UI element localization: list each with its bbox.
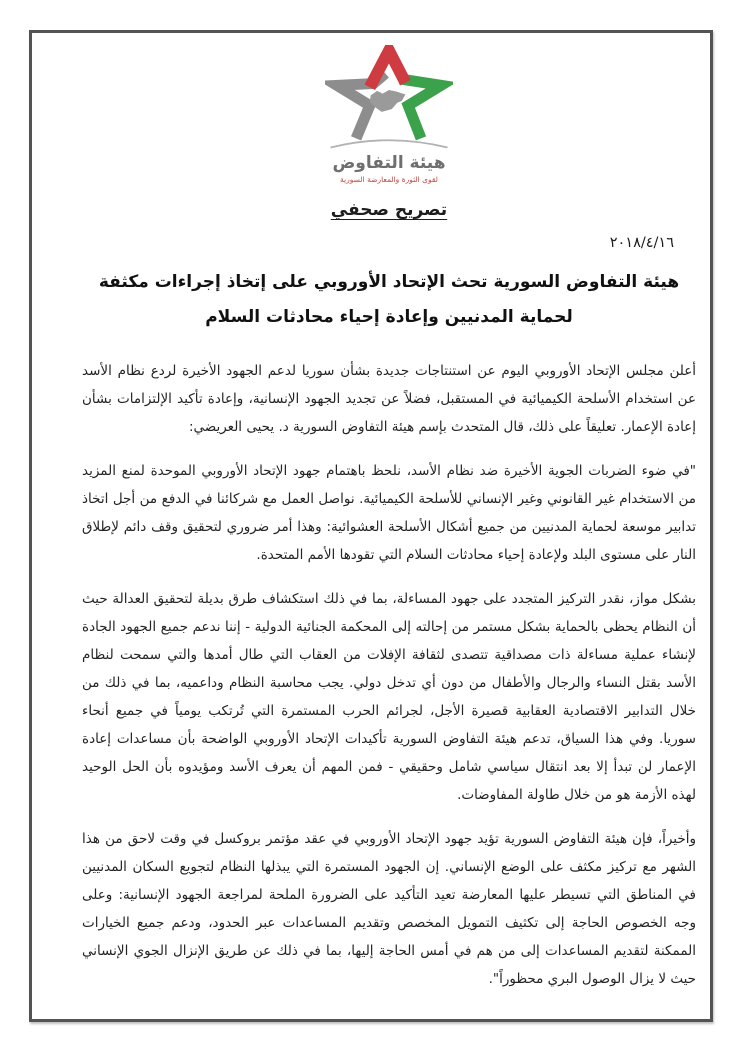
paragraph: بشكل مواز، نقدر التركيز المتجدد على جهود المساءلة، بما في ذلك استكشاف طرق بديلة لتحقيق العدالة حيث أن النظام يحظى بالحماية بشكل مستمر من إحالته إلى المحكمة الجنائية الدولية - إننا ندعم جميع الجهود الجادة لإنشاء عملية مساءلة ذات مصداقية تتصدى لثقافة الإفلات من العقاب التي طال أمدها والتي سمحت لنظام الأسد بقتل النساء والرجال والأطفال من دون أي تدخل دولي. يجب محاسبة النظام وداعميه، بما في ذلك من خلال التدابير الاقتصادية العقابية قصيرة الأجل، لجرائم الحرب المستمرة التي تُرتكب يومياً في جميع أنحاء سوريا. وفي هذا السياق، تدعم هيئة التفاوض السورية تأكيدات الإتحاد الأوروبي الواضحة بأن مساعدات إعادة الإعمار لن تبدأ إلا بعد انتقال سياسي شامل وحقيقي - فمن المهم أن يعرف الأسد ومؤيدوه بأن الحل الوحيد لهذه الأزمة هو من خلال طاولة المفاوضات. — [82, 591, 696, 803]
arc-decoration — [330, 140, 447, 147]
date-text: ٢٠١٨/٤/١٦ — [609, 235, 674, 251]
paragraph: وأخيراً، فإن هيئة التفاوض السورية تؤيد جهود الإتحاد الأوروبي في عقد مؤتمر بروكسل في وقت لاحق من هذا الشهر مع تركيز مكثف على الوضع الإنساني. إن الجهود المستمرة التي يبذلها النظام لتجويع السكان المدنيين في المناطق التي تسيطر عليها المعارضة تعيد التأكيد على الضرورة الملحة لمراجعة الجهود الإنسانية: وعلى وجه الخصوص الحاجة إلى تكثيف التمويل المخصص وتقديم المساعدات عبر الحدود، ودعم جميع الخيارات الممكنة لتقديم المساعدات إلى من هم في أمس الحاجة إليها، بما في ذلك عن طريق الإنزال الجوي الإنساني حيث لا يزال الوصول البري محظوراً". — [82, 831, 696, 987]
document-title: هيئة التفاوض السورية تحث الإتحاد الأوروبي على إتخاذ إجراءات مكثفة لحماية المدنيين وإعادة إحياء محادثات السلام — [98, 272, 680, 327]
syria-map-icon — [370, 90, 406, 112]
press-body — [82, 357, 696, 993]
star-ribbon-icon — [325, 45, 453, 155]
org-logo — [82, 41, 696, 184]
scanned-document — [0, 30, 742, 1022]
org-name-text: هيئة التفاوض — [332, 153, 446, 173]
paragraph: أعلن مجلس الإتحاد الأوروبي اليوم عن استنتاجات جديدة بشأن سوريا لدعم الجهود الأخيرة لردع نظام الأسد عن استخدام الأسلحة الكيميائية في المستقبل، فضلاً عن تجديد الجهود الإنسانية، وإعادة تأكيد الإلتزامات بشأن إعادة الإعمار. تعليقاً على ذلك، قال المتحدث بإسم هيئة التفاوض السورية د. يحيى العريضي: — [82, 363, 696, 435]
paragraph: "في ضوء الضربات الجوية الأخيرة ضد نظام الأسد، نلحظ باهتمام جهود الإتحاد الأوروبي الموحدة لمنع المزيد من الاستخدام غير القانوني وغير الإنساني للأسلحة الكيميائية. نواصل العمل مع شركائنا في الدفع من أجل اتخاذ تدابير موسعة لحماية المدنيين من جميع أشكال الأسلحة العشوائية: وهذا أمر ضروري لتحقيق وقف دائم لإطلاق النار على مستوى البلد ولإعادة إحياء محادثات السلام التي تقودها الأمم المتحدة. — [82, 463, 696, 563]
org-tagline-text: لقوى الثورة والمعارضة السورية — [340, 175, 438, 184]
page-content — [32, 33, 710, 1019]
page-frame — [29, 30, 713, 1022]
press-release-heading: تصريح صحفي — [330, 200, 448, 220]
